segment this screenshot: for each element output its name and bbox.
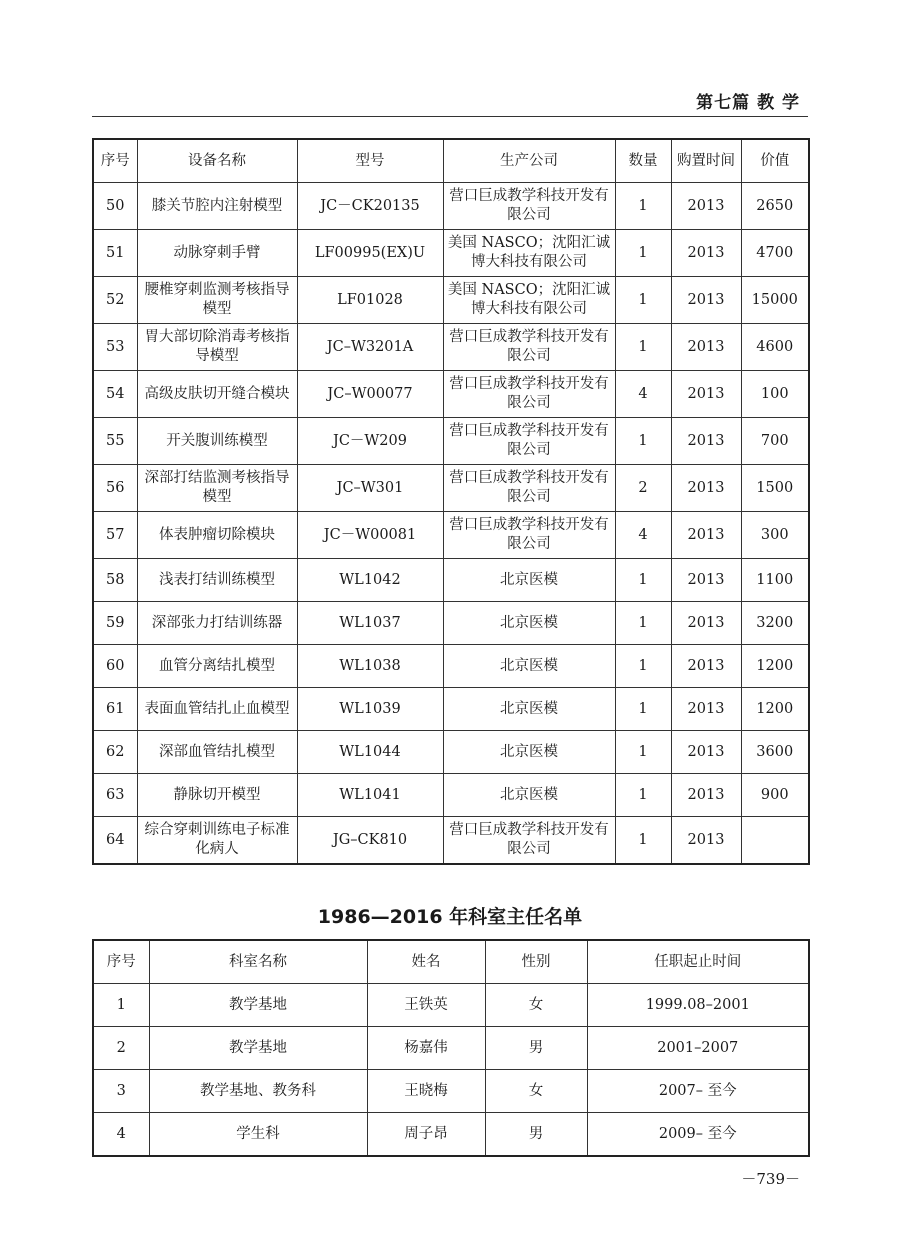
table-row (93, 371, 809, 418)
cell-model: WL1039 (297, 688, 443, 731)
cell-name: 杨嘉伟 (367, 1027, 485, 1070)
cell-qty: 4 (615, 371, 671, 418)
table-row (93, 559, 809, 602)
table-row (93, 465, 809, 512)
cell-model: LF00995(EX)U (297, 230, 443, 277)
cell-model: WL1041 (297, 774, 443, 817)
cell-qty: 1 (615, 817, 671, 865)
cell-no: 60 (93, 645, 137, 688)
cell-value: 900 (741, 774, 809, 817)
cell-name: 体表肿瘤切除模块 (137, 512, 297, 559)
cell-company: 美国 NASCO；沈阳汇诚博大科技有限公司 (443, 277, 615, 324)
cell-model: LF01028 (297, 277, 443, 324)
cell-year: 2013 (671, 731, 741, 774)
cell-name: 浅表打结训练模型 (137, 559, 297, 602)
column-header: 任职起止时间 (587, 940, 809, 984)
cell-name: 高级皮肤切开缝合模块 (137, 371, 297, 418)
cell-year: 2013 (671, 230, 741, 277)
cell-model: JC－W209 (297, 418, 443, 465)
cell-company: 营口巨成教学科技开发有限公司 (443, 418, 615, 465)
cell-gender: 男 (485, 1113, 587, 1157)
cell-gender: 女 (485, 1070, 587, 1113)
cell-name: 膝关节腔内注射模型 (137, 183, 297, 230)
cell-value: 300 (741, 512, 809, 559)
cell-no: 3 (93, 1070, 149, 1113)
cell-name: 深部打结监测考核指导模型 (137, 465, 297, 512)
cell-no: 50 (93, 183, 137, 230)
cell-value: 1200 (741, 645, 809, 688)
cell-value: 15000 (741, 277, 809, 324)
cell-company: 营口巨成教学科技开发有限公司 (443, 183, 615, 230)
table-row (93, 1027, 809, 1070)
table-row (93, 418, 809, 465)
cell-qty: 1 (615, 418, 671, 465)
cell-qty: 1 (615, 645, 671, 688)
cell-no: 52 (93, 277, 137, 324)
table-row (93, 774, 809, 817)
table-row (93, 324, 809, 371)
cell-no: 1 (93, 984, 149, 1027)
cell-name: 开关腹训练模型 (137, 418, 297, 465)
column-header: 数量 (615, 139, 671, 183)
cell-name: 静脉切开模型 (137, 774, 297, 817)
table-row (93, 183, 809, 230)
cell-model: JG–CK810 (297, 817, 443, 865)
table-row (93, 1113, 809, 1157)
cell-company: 营口巨成教学科技开发有限公司 (443, 371, 615, 418)
cell-model: WL1038 (297, 645, 443, 688)
cell-value: 2650 (741, 183, 809, 230)
cell-no: 2 (93, 1027, 149, 1070)
cell-value: 700 (741, 418, 809, 465)
cell-qty: 2 (615, 465, 671, 512)
table-row (93, 688, 809, 731)
equipment-table (92, 138, 810, 865)
cell-qty: 1 (615, 731, 671, 774)
column-header: 价值 (741, 139, 809, 183)
cell-year: 2013 (671, 602, 741, 645)
table-row (93, 1070, 809, 1113)
cell-name: 王铁英 (367, 984, 485, 1027)
cell-no: 58 (93, 559, 137, 602)
cell-no: 55 (93, 418, 137, 465)
cell-year: 2013 (671, 418, 741, 465)
table-row (93, 645, 809, 688)
chapter-title: 第七篇 教 学 (696, 93, 800, 113)
cell-no: 63 (93, 774, 137, 817)
column-header: 姓名 (367, 940, 485, 984)
cell-model: JC－CK20135 (297, 183, 443, 230)
cell-value: 100 (741, 371, 809, 418)
cell-model: WL1042 (297, 559, 443, 602)
cell-name: 胃大部切除消毒考核指导模型 (137, 324, 297, 371)
table-row (93, 277, 809, 324)
cell-name: 综合穿刺训练电子标准化病人 (137, 817, 297, 865)
column-header: 型号 (297, 139, 443, 183)
cell-year: 2013 (671, 277, 741, 324)
cell-year: 2013 (671, 183, 741, 230)
cell-model: JC–W301 (297, 465, 443, 512)
cell-qty: 1 (615, 230, 671, 277)
cell-name: 深部血管结扎模型 (137, 731, 297, 774)
cell-model: JC–W00077 (297, 371, 443, 418)
cell-qty: 4 (615, 512, 671, 559)
cell-year: 2013 (671, 371, 741, 418)
cell-company: 北京医模 (443, 645, 615, 688)
cell-no: 57 (93, 512, 137, 559)
cell-qty: 1 (615, 602, 671, 645)
cell-value: 4700 (741, 230, 809, 277)
cell-term: 1999.08–2001 (587, 984, 809, 1027)
cell-name: 血管分离结扎模型 (137, 645, 297, 688)
cell-value: 3600 (741, 731, 809, 774)
cell-company: 北京医模 (443, 602, 615, 645)
column-header: 性别 (485, 940, 587, 984)
cell-no: 56 (93, 465, 137, 512)
cell-model: WL1037 (297, 602, 443, 645)
table-header-row (93, 940, 809, 984)
cell-gender: 男 (485, 1027, 587, 1070)
cell-term: 2001–2007 (587, 1027, 809, 1070)
cell-qty: 1 (615, 324, 671, 371)
cell-qty: 1 (615, 277, 671, 324)
cell-year: 2013 (671, 512, 741, 559)
cell-qty: 1 (615, 183, 671, 230)
cell-value: 1100 (741, 559, 809, 602)
cell-no: 59 (93, 602, 137, 645)
cell-year: 2013 (671, 688, 741, 731)
cell-dept: 学生科 (149, 1113, 367, 1157)
cell-model: JC–W3201A (297, 324, 443, 371)
cell-name: 深部张力打结训练器 (137, 602, 297, 645)
cell-year: 2013 (671, 324, 741, 371)
cell-company: 北京医模 (443, 774, 615, 817)
cell-no: 62 (93, 731, 137, 774)
table-row (93, 602, 809, 645)
cell-term: 2007– 至今 (587, 1070, 809, 1113)
cell-dept: 教学基地 (149, 984, 367, 1027)
cell-no: 64 (93, 817, 137, 865)
cell-value (741, 817, 809, 865)
cell-name: 表面血管结扎止血模型 (137, 688, 297, 731)
table-row (93, 984, 809, 1027)
table-row (93, 817, 809, 865)
column-header: 设备名称 (137, 139, 297, 183)
cell-year: 2013 (671, 559, 741, 602)
cell-company: 营口巨成教学科技开发有限公司 (443, 324, 615, 371)
cell-dept: 教学基地 (149, 1027, 367, 1070)
cell-year: 2013 (671, 465, 741, 512)
cell-qty: 1 (615, 559, 671, 602)
cell-name: 腰椎穿刺监测考核指导模型 (137, 277, 297, 324)
cell-name: 周子昂 (367, 1113, 485, 1157)
column-header: 生产公司 (443, 139, 615, 183)
section-title: 1986—2016 年科室主任名单 (317, 906, 583, 928)
cell-company: 北京医模 (443, 559, 615, 602)
cell-model: JC－W00081 (297, 512, 443, 559)
cell-name: 王晓梅 (367, 1070, 485, 1113)
cell-no: 61 (93, 688, 137, 731)
page-number: －739－ (741, 1170, 800, 1188)
column-header: 序号 (93, 940, 149, 984)
cell-company: 北京医模 (443, 688, 615, 731)
cell-value: 3200 (741, 602, 809, 645)
table-row (93, 731, 809, 774)
cell-company: 营口巨成教学科技开发有限公司 (443, 465, 615, 512)
table-header-row (93, 139, 809, 183)
cell-term: 2009– 至今 (587, 1113, 809, 1157)
cell-company: 营口巨成教学科技开发有限公司 (443, 512, 615, 559)
cell-no: 53 (93, 324, 137, 371)
page-header (92, 86, 808, 117)
cell-year: 2013 (671, 774, 741, 817)
cell-year: 2013 (671, 645, 741, 688)
column-header: 序号 (93, 139, 137, 183)
cell-value: 4600 (741, 324, 809, 371)
cell-company: 美国 NASCO；沈阳汇诚博大科技有限公司 (443, 230, 615, 277)
cell-value: 1500 (741, 465, 809, 512)
cell-value: 1200 (741, 688, 809, 731)
cell-name: 动脉穿刺手臂 (137, 230, 297, 277)
cell-company: 北京医模 (443, 731, 615, 774)
table-row (93, 512, 809, 559)
cell-qty: 1 (615, 774, 671, 817)
cell-no: 51 (93, 230, 137, 277)
cell-year: 2013 (671, 817, 741, 865)
cell-model: WL1044 (297, 731, 443, 774)
column-header: 科室名称 (149, 940, 367, 984)
table-row (93, 230, 809, 277)
cell-no: 54 (93, 371, 137, 418)
director-table (92, 939, 810, 1157)
cell-company: 营口巨成教学科技开发有限公司 (443, 817, 615, 865)
cell-no: 4 (93, 1113, 149, 1157)
cell-gender: 女 (485, 984, 587, 1027)
cell-dept: 教学基地、教务科 (149, 1070, 367, 1113)
cell-qty: 1 (615, 688, 671, 731)
column-header: 购置时间 (671, 139, 741, 183)
